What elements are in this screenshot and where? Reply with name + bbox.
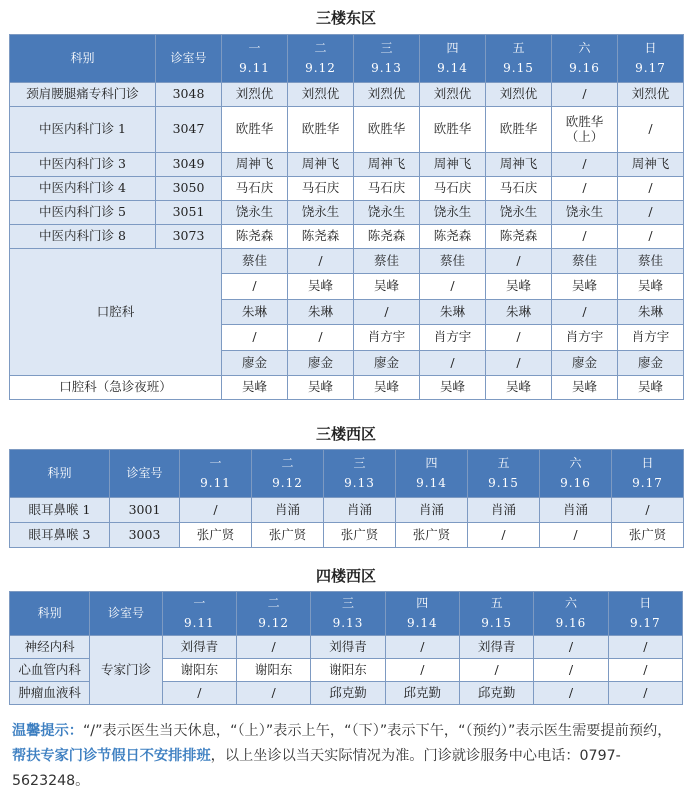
schedule-cell: 蔡佳 [618, 249, 684, 274]
room-cell: 3048 [156, 83, 222, 107]
table-row [10, 498, 684, 523]
schedule-cell: / [486, 249, 552, 274]
schedule-cell: 朱琳 [486, 299, 552, 324]
schedule-cell: 欧胜华 [222, 107, 288, 153]
table-row [10, 225, 684, 249]
schedule-cell: 蔡佳 [222, 249, 288, 274]
header-weekday: 五 [512, 40, 525, 55]
schedule-cell: 欧胜华 [354, 107, 420, 153]
schedule-cell: 吴峰 [486, 274, 552, 299]
header-day [385, 592, 459, 636]
schedule-cell: / [486, 350, 552, 375]
header-day [252, 450, 324, 498]
schedule-cell: 朱琳 [420, 299, 486, 324]
schedule-cell: 马石庆 [354, 177, 420, 201]
table-row [10, 249, 684, 274]
schedule-cell: 廖金 [552, 350, 618, 375]
header-date: 9.15 [503, 60, 534, 75]
schedule-cell: 陈尧森 [222, 225, 288, 249]
schedule-cell: 肖方宇 [354, 325, 420, 350]
header-weekday: 二 [314, 40, 327, 55]
schedule-cell: / [552, 225, 618, 249]
schedule-cell: / [162, 682, 236, 705]
schedule-cell: 吴峰 [552, 274, 618, 299]
fourth-floor-schedule-table [9, 591, 683, 705]
schedule-cell: 欧胜华 [420, 107, 486, 153]
header-date: 9.16 [560, 475, 591, 490]
table-row [10, 375, 684, 399]
east-schedule-table [9, 34, 684, 400]
schedule-cell: 刘得青 [459, 636, 533, 659]
header-date: 9.12 [305, 60, 336, 75]
header-date: 9.14 [437, 60, 468, 75]
header-day [311, 592, 385, 636]
header-date: 9.16 [569, 60, 600, 75]
table-row [10, 153, 684, 177]
schedule-cell: 张广贤 [180, 523, 252, 548]
schedule-cell: 刘得青 [311, 636, 385, 659]
schedule-cell: / [540, 523, 612, 548]
dept-cell: 中医内科门诊 8 [10, 225, 156, 249]
schedule-cell: 吴峰 [354, 375, 420, 399]
schedule-cell: / [222, 325, 288, 350]
header-date: 9.15 [481, 615, 512, 630]
header-day [552, 35, 618, 83]
schedule-cell: 陈尧森 [288, 225, 354, 249]
table-row [10, 83, 684, 107]
west-schedule-table [9, 449, 684, 548]
header-date: 9.17 [632, 475, 663, 490]
schedule-cell: 谢阳东 [162, 659, 236, 682]
schedule-cell: / [608, 636, 682, 659]
schedule-cell: 朱琳 [618, 299, 684, 324]
schedule-cell: 廖金 [222, 350, 288, 375]
schedule-cell: / [552, 153, 618, 177]
header-day [534, 592, 608, 636]
header-day [354, 35, 420, 83]
header-date: 9.15 [488, 475, 519, 490]
header-day [540, 450, 612, 498]
note-text-1: “/”表示医生当天休息，“（上）”表示上午，“（下）”表示下午，“（预约）”表示医生需要提前预约， [82, 723, 672, 739]
schedule-cell: / [385, 659, 459, 682]
header-day [420, 35, 486, 83]
header-date: 9.13 [344, 475, 375, 490]
header-weekday: 日 [644, 40, 657, 55]
schedule-cell: 吴峰 [354, 274, 420, 299]
header-date: 9.17 [635, 60, 666, 75]
schedule-cell: 吴峰 [618, 274, 684, 299]
schedule-cell: 周神飞 [420, 153, 486, 177]
room-cell: 3051 [156, 201, 222, 225]
schedule-cell: / [420, 350, 486, 375]
header-day [608, 592, 682, 636]
dept-cell: 肿瘤血液科 [10, 682, 90, 705]
schedule-cell: 吴峰 [222, 375, 288, 399]
schedule-cell: 朱琳 [222, 299, 288, 324]
dept-cell: 心血管内科 [10, 659, 90, 682]
room-cell: 3073 [156, 225, 222, 249]
schedule-cell: 邱克勤 [385, 682, 459, 705]
schedule-cell: 饶永生 [552, 201, 618, 225]
header-day [459, 592, 533, 636]
schedule-cell: 张广贤 [324, 523, 396, 548]
header-weekday: 日 [639, 595, 652, 610]
schedule-cell: / [534, 659, 608, 682]
schedule-cell: 周神飞 [354, 153, 420, 177]
schedule-cell: / [552, 299, 618, 324]
header-weekday: 四 [416, 595, 429, 610]
schedule-cell: 陈尧森 [420, 225, 486, 249]
schedule-cell: / [618, 107, 684, 153]
schedule-cell: / [612, 498, 684, 523]
room-cell: 3003 [110, 523, 180, 548]
schedule-cell: 马石庆 [420, 177, 486, 201]
schedule-cell: / [288, 325, 354, 350]
header-date: 9.14 [406, 615, 438, 630]
header-weekday: 五 [490, 595, 503, 610]
dept-cell: 中医内科门诊 1 [10, 107, 156, 153]
schedule-cell: / [618, 225, 684, 249]
table-row [10, 201, 684, 225]
schedule-cell: 饶永生 [222, 201, 288, 225]
header-day [162, 592, 236, 636]
dept-cell: 中医内科门诊 3 [10, 153, 156, 177]
schedule-cell: 肖涌 [396, 498, 468, 523]
header-date: 9.12 [272, 475, 303, 490]
schedule-cell: 廖金 [618, 350, 684, 375]
header-day [612, 450, 684, 498]
night-dept-cell: 口腔科（急诊夜班） [10, 375, 222, 399]
schedule-cell: 吴峰 [288, 375, 354, 399]
oral-dept-cell: 口腔科 [10, 249, 222, 376]
table-row [10, 107, 684, 153]
schedule-cell: 吴峰 [288, 274, 354, 299]
schedule-cell: / [459, 659, 533, 682]
header-weekday: 一 [248, 40, 261, 55]
schedule-cell: 马石庆 [288, 177, 354, 201]
schedule-cell: 吴峰 [618, 375, 684, 399]
schedule-cell: 肖方宇 [552, 325, 618, 350]
note-lead: 温馨提示： [12, 723, 83, 739]
schedule-cell: 蔡佳 [354, 249, 420, 274]
schedule-cell: 饶永生 [354, 201, 420, 225]
schedule-cell: 肖涌 [540, 498, 612, 523]
schedule-cell: 张广贤 [252, 523, 324, 548]
schedule-cell: 肖涌 [468, 498, 540, 523]
schedule-cell: 刘得青 [162, 636, 236, 659]
header-weekday: 六 [578, 40, 591, 55]
reminder-note [12, 719, 682, 794]
header-date: 9.17 [629, 615, 661, 630]
schedule-cell: / [552, 83, 618, 107]
table-row [10, 636, 683, 659]
header-weekday: 一 [209, 455, 222, 470]
schedule-cell: 欧胜华 [486, 107, 552, 153]
schedule-cell: 谢阳东 [236, 659, 310, 682]
table-row [10, 523, 684, 548]
schedule-cell: / [618, 177, 684, 201]
header-dept: 科别 [10, 592, 90, 636]
header-day [396, 450, 468, 498]
schedule-cell: 廖金 [354, 350, 420, 375]
schedule-cell: 陈尧森 [354, 225, 420, 249]
schedule-cell: / [618, 201, 684, 225]
schedule-cell: 陈尧森 [486, 225, 552, 249]
header-dept: 科别 [10, 35, 156, 83]
schedule-cell: 吴峰 [552, 375, 618, 399]
schedule-cell: / [552, 177, 618, 201]
header-day [180, 450, 252, 498]
schedule-cell: 马石庆 [222, 177, 288, 201]
schedule-cell: / [236, 682, 310, 705]
header-day [236, 592, 310, 636]
dept-cell: 眼耳鼻喉 3 [10, 523, 110, 548]
schedule-cell: / [608, 682, 682, 705]
schedule-cell: / [222, 274, 288, 299]
dept-cell: 中医内科门诊 5 [10, 201, 156, 225]
room-cell: 专家门诊 [90, 636, 162, 705]
header-date: 9.16 [555, 615, 587, 630]
schedule-cell: 廖金 [288, 350, 354, 375]
schedule-cell: 饶永生 [420, 201, 486, 225]
header-room: 诊室号 [156, 35, 222, 83]
header-weekday: 三 [380, 40, 393, 55]
schedule-cell: 朱琳 [288, 299, 354, 324]
schedule-cell: 张广贤 [396, 523, 468, 548]
schedule-cell: 周神飞 [222, 153, 288, 177]
room-cell: 3001 [110, 498, 180, 523]
schedule-cell: / [236, 636, 310, 659]
schedule-cell: 饶永生 [288, 201, 354, 225]
schedule-cell: 谢阳东 [311, 659, 385, 682]
header-weekday: 日 [641, 455, 654, 470]
header-day [618, 35, 684, 83]
header-weekday: 二 [281, 455, 294, 470]
header-date: 9.11 [183, 615, 215, 630]
schedule-cell: 刘烈优 [486, 83, 552, 107]
schedule-cell: 周神飞 [486, 153, 552, 177]
schedule-cell: / [180, 498, 252, 523]
schedule-cell: / [385, 636, 459, 659]
schedule-cell: / [608, 659, 682, 682]
schedule-cell: / [468, 523, 540, 548]
header-day [486, 35, 552, 83]
header-date: 9.14 [416, 475, 447, 490]
schedule-cell: 蔡佳 [420, 249, 486, 274]
schedule-cell: 周神飞 [288, 153, 354, 177]
header-weekday: 四 [425, 455, 438, 470]
header-room: 诊室号 [110, 450, 180, 498]
header-day [324, 450, 396, 498]
schedule-cell: 肖涌 [324, 498, 396, 523]
schedule-cell: 肖方宇 [420, 325, 486, 350]
room-cell: 3047 [156, 107, 222, 153]
schedule-cell: 周神飞 [618, 153, 684, 177]
header-date: 9.11 [200, 475, 231, 490]
schedule-cell: 饶永生 [486, 201, 552, 225]
dept-cell: 中医内科门诊 4 [10, 177, 156, 201]
schedule-cell: 刘烈优 [354, 83, 420, 107]
west-section-title: 三楼西区 [315, 425, 376, 443]
dept-cell: 颈肩腰腿痛专科门诊 [10, 83, 156, 107]
header-dept: 科别 [10, 450, 110, 498]
schedule-cell: 蔡佳 [552, 249, 618, 274]
note-text-2: ，以上坐诊以当天实际情况为准。门诊就诊服务中心电话：0797-5623248。 [12, 748, 621, 789]
fourth-section-title: 四楼西区 [315, 567, 376, 585]
header-room: 诊室号 [90, 592, 162, 636]
schedule-cell: 邱克勤 [459, 682, 533, 705]
schedule-cell: 刘烈优 [618, 83, 684, 107]
schedule-cell: / [534, 636, 608, 659]
header-weekday: 五 [497, 455, 510, 470]
room-cell: 3050 [156, 177, 222, 201]
header-weekday: 六 [569, 455, 582, 470]
header-date: 9.12 [258, 615, 289, 630]
note-highlight: 帮扶专家门诊节假日不安排排班 [12, 748, 211, 764]
east-section-title: 三楼东区 [315, 9, 376, 27]
schedule-cell: 肖涌 [252, 498, 324, 523]
header-date: 9.13 [332, 615, 364, 630]
schedule-cell: 吴峰 [486, 375, 552, 399]
schedule-cell: 欧胜华（上） [552, 107, 618, 153]
schedule-cell: 肖方宇 [618, 325, 684, 350]
schedule-cell: 刘烈优 [222, 83, 288, 107]
schedule-cell: 刘烈优 [420, 83, 486, 107]
schedule-cell: 邱克勤 [311, 682, 385, 705]
schedule-cell: 吴峰 [420, 375, 486, 399]
header-day [288, 35, 354, 83]
header-weekday: 三 [353, 455, 366, 470]
dept-cell: 眼耳鼻喉 1 [10, 498, 110, 523]
header-day [468, 450, 540, 498]
schedule-cell: / [354, 299, 420, 324]
schedule-cell: 马石庆 [486, 177, 552, 201]
schedule-cell: 张广贤 [612, 523, 684, 548]
header-weekday: 三 [341, 595, 354, 610]
schedule-cell: / [486, 325, 552, 350]
table-row [10, 177, 684, 201]
header-weekday: 二 [267, 595, 280, 610]
header-weekday: 六 [564, 595, 577, 610]
schedule-cell: / [288, 249, 354, 274]
dept-cell: 神经内科 [10, 636, 90, 659]
header-date: 9.11 [239, 60, 270, 75]
room-cell: 3049 [156, 153, 222, 177]
header-weekday: 四 [446, 40, 459, 55]
schedule-cell: / [534, 682, 608, 705]
header-date: 9.13 [371, 60, 402, 75]
schedule-cell: 刘烈优 [288, 83, 354, 107]
schedule-cell: 欧胜华 [288, 107, 354, 153]
header-weekday: 一 [193, 595, 206, 610]
header-day [222, 35, 288, 83]
schedule-cell: / [420, 274, 486, 299]
